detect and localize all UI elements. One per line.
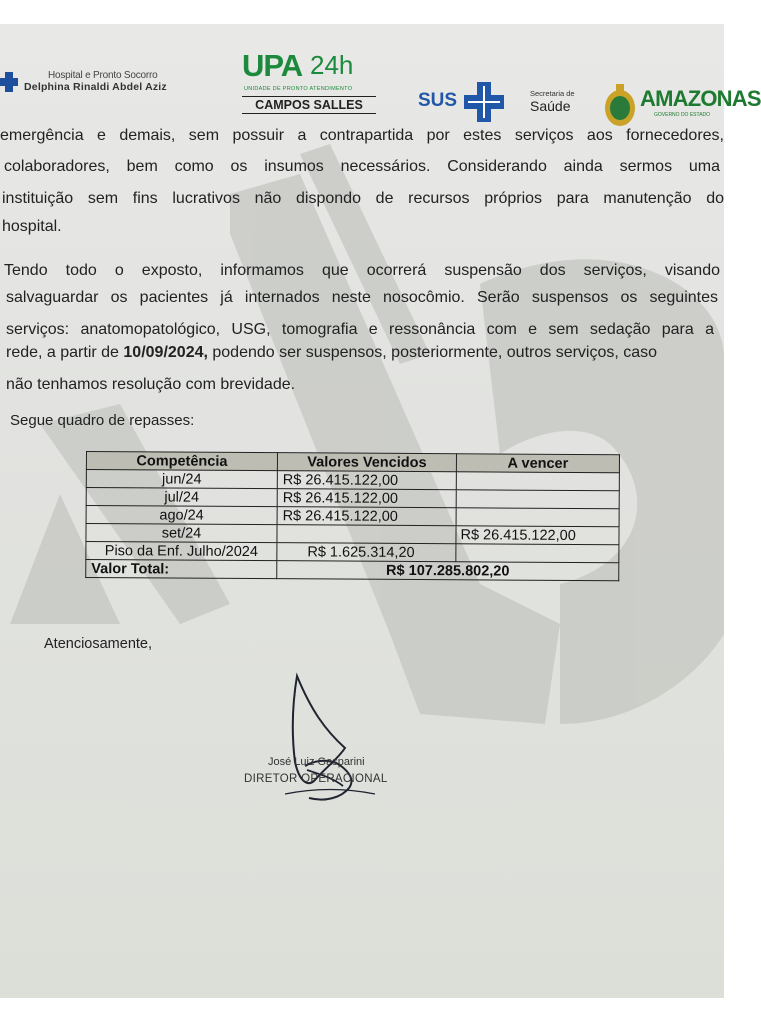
cell-vencidos: R$ 26.415.122,00 (277, 489, 456, 508)
cell-vencidos: R$ 1.625.314,20 (277, 543, 456, 562)
hospital-cross-icon (0, 72, 18, 92)
header-valores-vencidos: Valores Vencidos (277, 453, 456, 472)
cell-competencia: ago/24 (86, 506, 277, 525)
secretaria-name: Saúde (530, 98, 571, 114)
para2-line4-pre: rede, a partir de (6, 344, 124, 361)
cell-vencidos: R$ 26.415.122,00 (277, 471, 456, 490)
secretaria-label: Secretaria de (530, 89, 575, 98)
cell-a-vencer (456, 508, 619, 527)
cell-vencidos: R$ 26.415.122,00 (277, 507, 456, 526)
repasses-table (85, 451, 620, 581)
document-page (0, 24, 761, 998)
hospital-logo (0, 66, 205, 102)
para1-line2: colaboradores, bem como os insumos necessários. Considerando ainda sermos uma (4, 158, 720, 175)
amazonas-subtitle: GOVERNO DO ESTADO (654, 112, 711, 118)
total-value: R$ 107.285.802,20 (277, 561, 619, 581)
cell-a-vencer (456, 472, 619, 491)
upa-24h-mark: 24h (310, 50, 354, 80)
cell-a-vencer: R$ 26.415.122,00 (456, 526, 619, 545)
table-intro: Segue quadro de repasses: (10, 412, 195, 429)
signatory-role: DIRETOR OPERACIONAL (244, 773, 388, 785)
cell-competencia: jun/24 (86, 470, 277, 489)
closing: Atenciosamente, (44, 636, 153, 652)
sus-wordmark: SUS (418, 90, 458, 111)
hospital-name-line2: Delphina Rinaldi Abdel Aziz (24, 81, 167, 93)
cell-vencidos (277, 525, 456, 544)
para1-line3: instituição sem fins lucrativos não dispondo de recursos próprios para manutenção do (2, 190, 724, 207)
cell-a-vencer (456, 544, 619, 563)
handwritten-signature (245, 670, 435, 810)
hospital-name-line1: Hospital e Pronto Socorro (48, 70, 158, 81)
para2-line1: Tendo todo o exposto, informamos que ocorrerá suspensão dos serviços, visando (4, 262, 720, 279)
para2-line2: salvaguardar os pacientes já internados neste nosocômio. Serão suspensos os seguintes (6, 289, 718, 306)
cell-competencia: Piso da Enf. Julho/2024 (86, 542, 277, 561)
para2-line4 (6, 344, 657, 362)
suspension-date: 10/09/2024, (123, 344, 208, 361)
header-a-vencer: A vencer (456, 454, 619, 473)
para2-line5: não tenhamos resolução com brevidade. (6, 376, 296, 393)
header-competencia: Competência (86, 452, 277, 471)
para2-line3: serviços: anatomopatológico, USG, tomografia e ressonância com e sem sedação para a (6, 321, 714, 338)
para1-line1: emergência e demais, sem possuir a contrapartida por estes serviços aos fornecedores, (0, 127, 724, 144)
para2-line4-post: podendo ser suspensos, posteriormente, outros serviços, caso (207, 344, 658, 361)
table-total-row (86, 560, 619, 581)
cell-competencia: set/24 (86, 524, 277, 543)
cell-competencia: jul/24 (86, 488, 277, 507)
total-label: Valor Total: (86, 560, 277, 579)
upa-subtitle: UNIDADE DE PRONTO ATENDIMENTO (244, 86, 353, 92)
upa-unit-name: CAMPOS SALLES (242, 96, 376, 114)
amazonas-seal-icon (603, 84, 637, 128)
cell-a-vencer (456, 490, 619, 509)
sus-cross-icon (462, 80, 506, 124)
secretaria-saude-logo (530, 90, 600, 114)
signatory-name: José Luiz Gasparini (268, 756, 365, 768)
upa-logo (240, 48, 380, 130)
upa-wordmark: UPA (242, 48, 303, 83)
amazonas-wordmark: AMAZONAS (640, 86, 761, 111)
para1-line4: hospital. (2, 218, 62, 235)
